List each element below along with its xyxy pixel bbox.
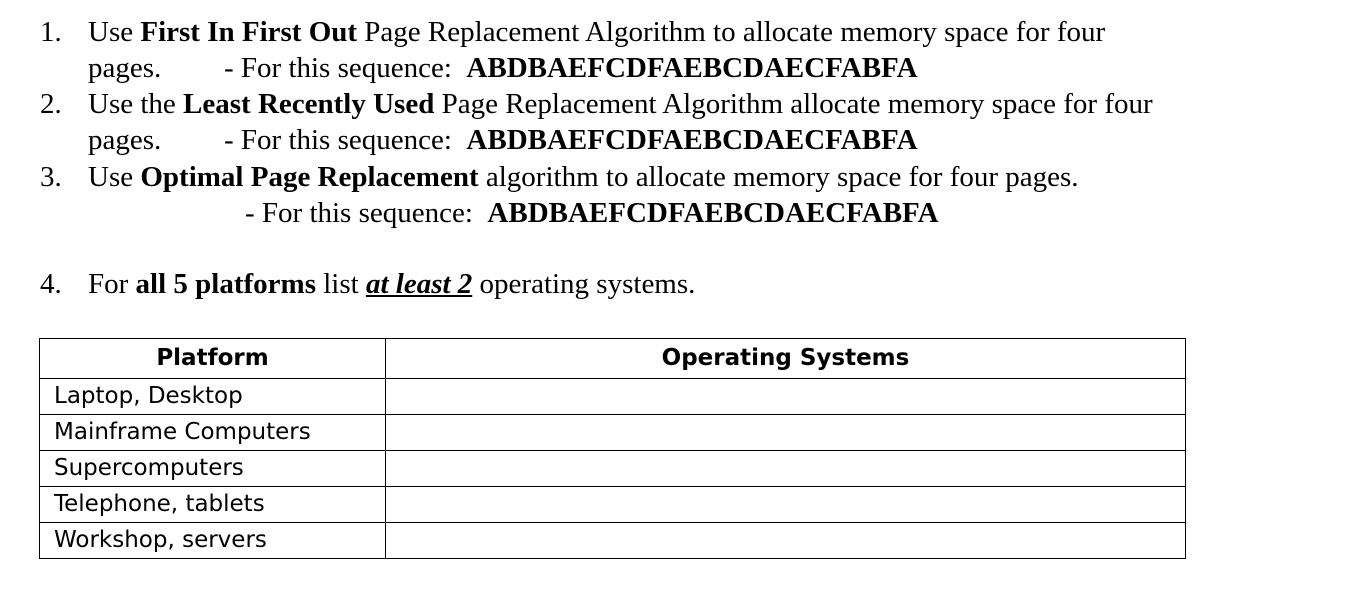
platform-cell: Mainframe Computers [40,415,386,451]
platform-cell: Laptop, Desktop [40,379,386,415]
os-answer-cell[interactable] [386,451,1186,487]
platform-cell: Supercomputers [40,451,386,487]
os-answer-cell[interactable] [386,523,1186,559]
reference-sequence: ABDBAEFCDFAEBCDAECFABFA [466,52,918,84]
algorithm-name: Optimal Page Replacement [140,161,479,193]
table-row [40,523,1186,559]
table-row [40,487,1186,523]
question-number: 3. [40,161,62,193]
reference-sequence: ABDBAEFCDFAEBCDAECFABFA [466,124,918,156]
os-answer-cell[interactable] [386,415,1186,451]
question-number: 2. [40,88,62,120]
column-header-operating-systems: Operating Systems [386,339,1186,379]
sequence-line: - For this sequence: ABDBAEFCDFAEBCDAECFABFA [245,197,939,229]
question-text: Use Optimal Page Replacement algorithm to allocate memory space for four pages. [88,161,1079,193]
table-header-row [40,339,1186,379]
sequence-line: pages. - For this sequence: ABDBAEFCDFAEBCDAECFABFA [88,124,918,156]
table-row [40,379,1186,415]
question-number: 1. [40,16,62,48]
os-answer-cell[interactable] [386,487,1186,523]
platform-cell: Workshop, servers [40,523,386,559]
table-row [40,451,1186,487]
question-text: Use First In First Out Page Replacement Algorithm to allocate memory space for four [88,16,1106,48]
sequence-line: pages. - For this sequence: ABDBAEFCDFAEBCDAECFABFA [88,52,918,84]
reference-sequence: ABDBAEFCDFAEBCDAECFABFA [487,197,939,229]
algorithm-name: First In First Out [140,16,358,48]
algorithm-name: Least Recently Used [183,88,435,120]
platform-cell: Telephone, tablets [40,487,386,523]
platform-os-table [39,338,1186,559]
minimum-count-emphasis: at least 2 [365,268,473,300]
question-number: 4. [40,268,62,300]
os-answer-cell[interactable] [386,379,1186,415]
table-row [40,415,1186,451]
question-text: For all 5 platforms list at least 2 operating systems. [88,268,696,300]
platforms-emphasis: all 5 platforms [135,268,316,300]
column-header-platform: Platform [40,339,386,379]
question-text: Use the Least Recently Used Page Replacement Algorithm allocate memory space for four [88,88,1153,120]
